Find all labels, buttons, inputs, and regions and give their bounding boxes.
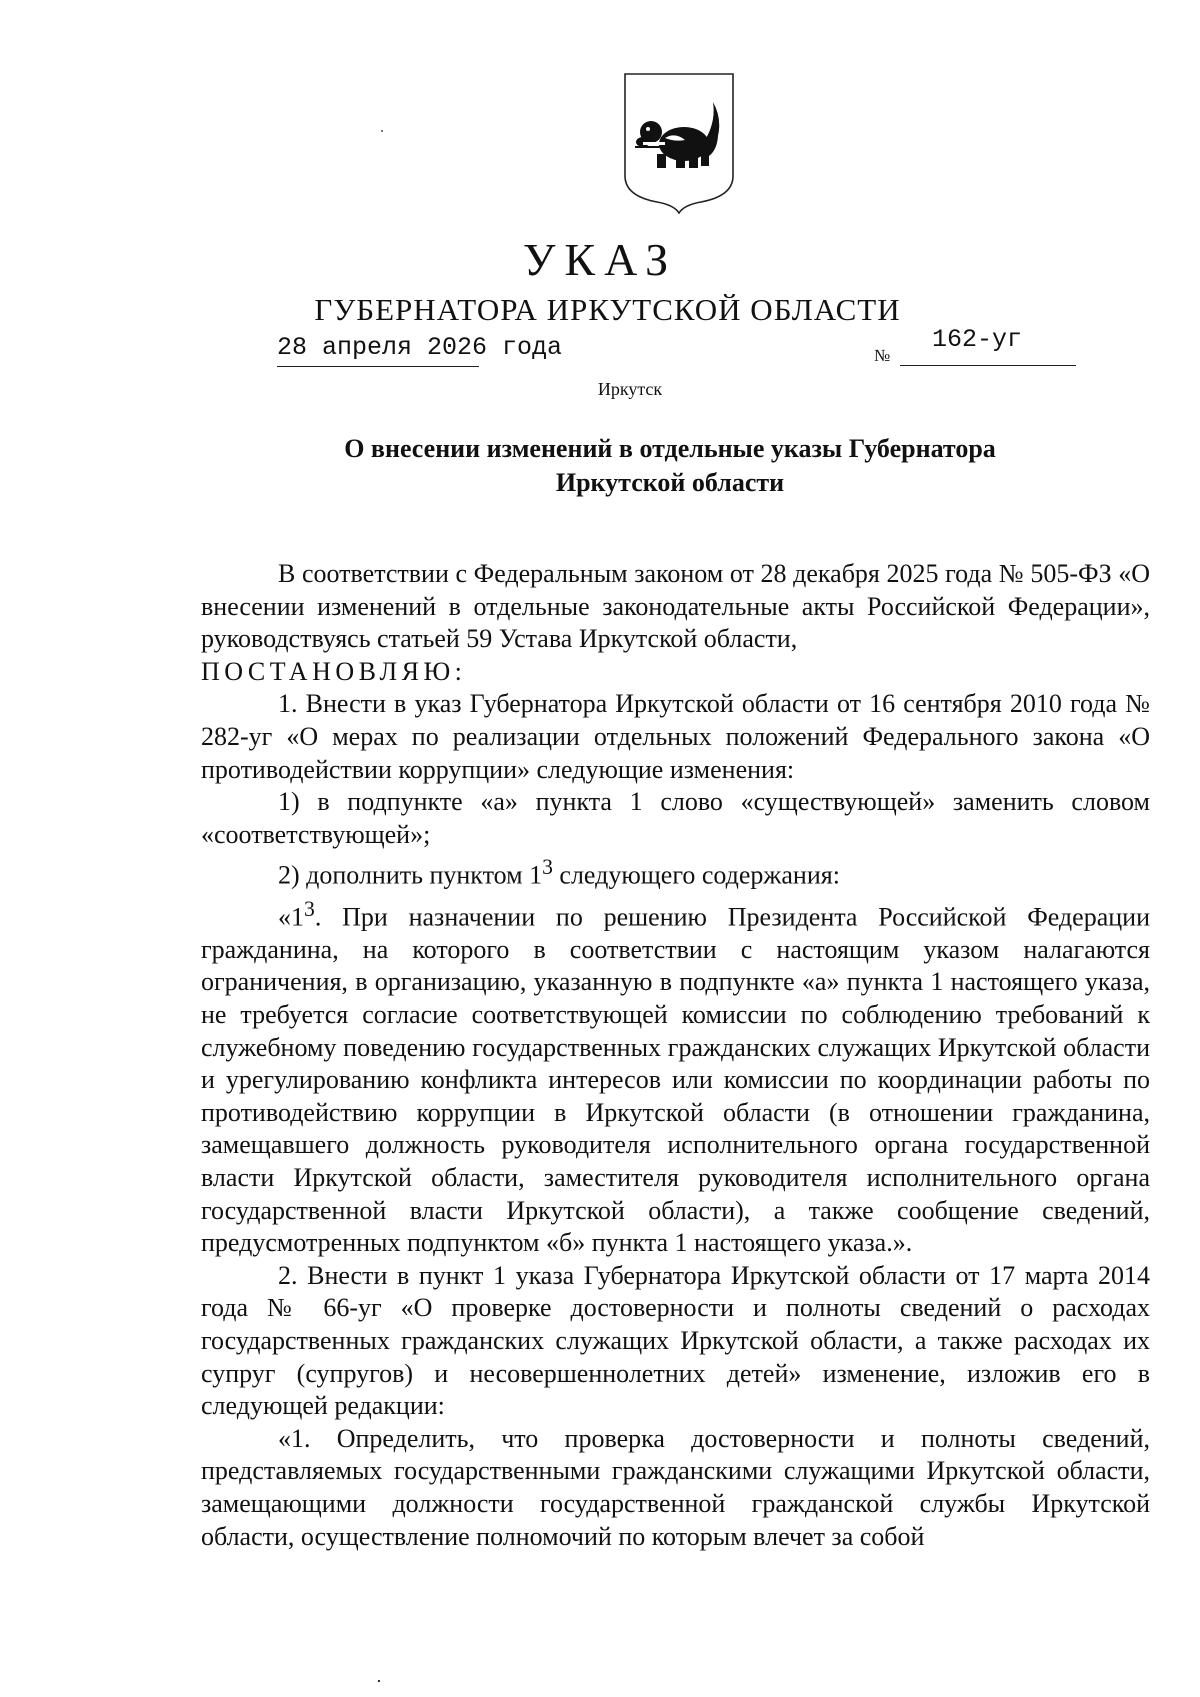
- body-paragraph-preamble: В соответствии с Федеральным законом от 28 декабря 2025 года № 505-ФЗ «О внесении изменений в отдельные законодательные акты Российской Федерации», руководствуясь статьей 59 Устава Иркутской области,: [201, 559, 1150, 654]
- document-body: [201, 558, 1150, 1553]
- document-city: Иркутск: [597, 379, 663, 399]
- superscript: 3: [304, 896, 315, 921]
- superscript: 3: [542, 855, 553, 880]
- body-paragraph-item-2: 2. Внести в пункт 1 указа Губернатора Иркутской области от 17 марта 2014 года № 66-уг «О проверке достоверности и полноты сведений о расходах государственных гражданских служащих Иркутской области, а также расходах их супруг (супругов) и несовершеннолетних детей» изменение, изложив его в следующей редакции:: [201, 1260, 1150, 1421]
- body-paragraph-subitem-1: 1) в подпункте «а» пункта 1 слово «существующей» заменить словом «соответствующей»;: [201, 787, 1150, 849]
- document-date: 28 апреля 2026 года: [277, 333, 563, 362]
- title-line-2: Иркутской области: [555, 468, 785, 497]
- text-fragment: следующего содержания:: [552, 861, 840, 890]
- body-paragraph-subitem-2: [201, 851, 1150, 892]
- number-underline: [900, 365, 1076, 366]
- body-paragraph-decree-word: ПОСТАНОВЛЯЮ:: [201, 656, 467, 686]
- document-number: 162-уг: [932, 325, 1023, 354]
- coat-of-arms-icon: [621, 72, 737, 214]
- body-paragraph-new-wording: «1. Определить, что проверка достоверности и полноты сведений, представляемых государственными гражданскими служащими Иркутской области, замещающими должности государственной гражданской службы Иркутской области, осуществление полномочий по которым влечет за собой: [201, 1423, 1150, 1551]
- scan-speck: [378, 1680, 380, 1682]
- issuer-heading: ГУБЕРНАТОРА ИРКУТСКОЙ ОБЛАСТИ: [314, 292, 901, 327]
- body-paragraph-quoted-clause: [201, 893, 1150, 1260]
- document-title: [280, 432, 1060, 500]
- text-fragment: «1: [278, 902, 304, 932]
- text-fragment: 2) дополнить пунктом 1: [278, 861, 543, 890]
- document-type-heading: УКАЗ: [522, 234, 678, 285]
- scan-speck: [381, 130, 383, 132]
- body-paragraph-item-1: 1. Внести в указ Губернатора Иркутской области от 16 сентября 2010 года № 282-уг «О мерах по реализации отдельных положений Федерального закона «О противодействии коррупции» следующие изменения:: [201, 689, 1150, 784]
- title-line-1: О внесении изменений в отдельные указы Губернатора: [344, 434, 996, 463]
- text-fragment: . При назначении по решению Президента Российской Федерации гражданина, на которого в соответствии с настоящим указом налагаются ограничения, в организацию, указанную в подпункте «а» пункта 1 настоящего указа, не требуется согласие соответствующей комиссии по соблюдению требований к служебному поведению государственных гражданских служащих Иркутской области и урегулированию конфликта интересов или комиссии по координации работы по противодействию коррупции в Иркутской области (в отношении гражданина, замещавшего должность руководителя исполнительного органа государственной власти Иркутской области, заместителя руководителя исполнительного органа государственной власти Иркутской области), а также сообщение сведений, предусмотренных подпунктом «б» пункта 1 настоящего указа.».: [201, 902, 1150, 1258]
- date-underline: [277, 366, 479, 367]
- number-sign: №: [874, 346, 891, 365]
